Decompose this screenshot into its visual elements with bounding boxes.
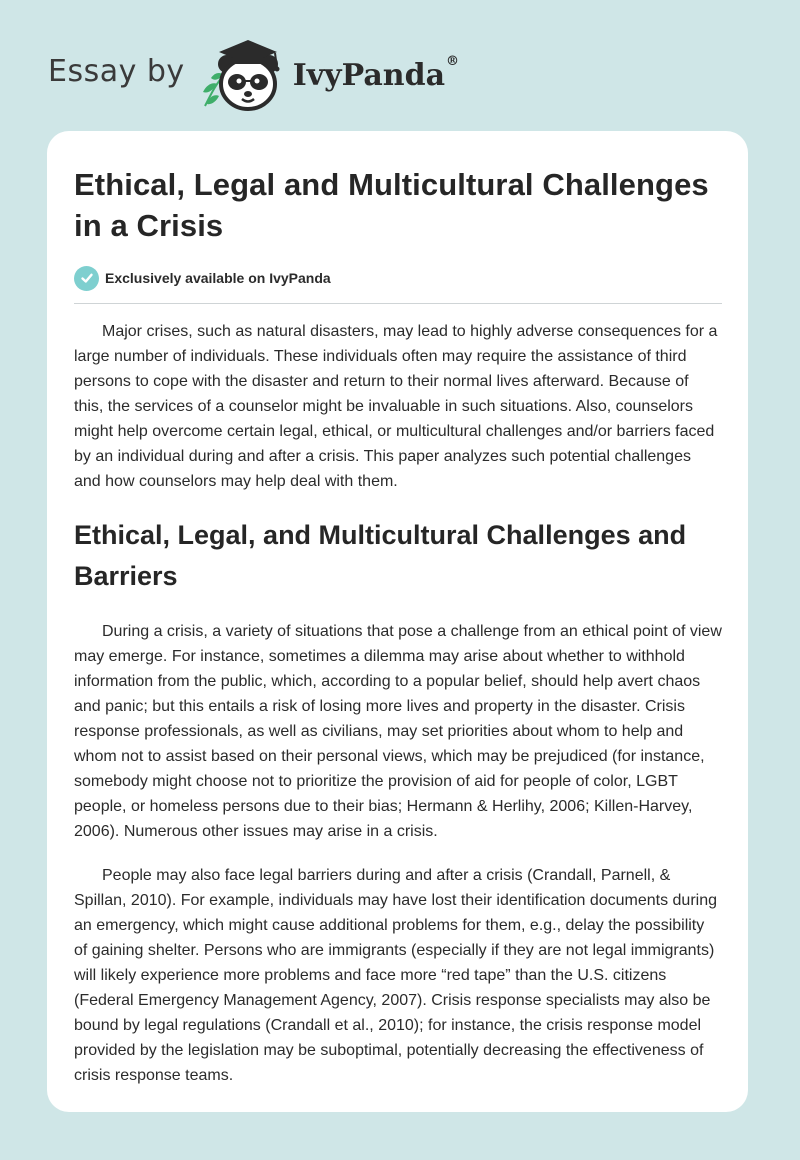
brand-text: IvyPanda (292, 57, 446, 93)
registered-mark: ® (446, 53, 460, 69)
essay-by-label: Essay by (48, 53, 185, 89)
site-header (48, 34, 459, 114)
panda-logo-icon[interactable] (197, 34, 289, 114)
exclusive-label: Exclusively available on IvyPanda (105, 270, 331, 286)
checkmark-icon (74, 266, 99, 291)
brand-name[interactable] (292, 53, 460, 93)
paragraph-gap (74, 844, 722, 863)
essay-card (47, 131, 748, 1112)
body-paragraph-ethical: During a crisis, a variety of situations that pose a challenge from an ethical point of view may emerge. For instance, sometimes a dilemma may arise about whether to withhold information from the public, which, according to a popular belief, should help avert chaos and panic; but this entails a risk of losing more lives and property in the disaster. Crisis response professionals, as well as civilians, may set priorities about whom to help and whom not to assist based on their personal views, which may be prejudiced (for instance, somebody might choose not to prioritize the provision of aid for people of color, LGBT people, or homeless persons due to their bias; Hermann & Herlihy, 2006; Killen-Harvey, 2006). Numerous other issues may arise in a crisis. (74, 623, 722, 840)
essay-title: Ethical, Legal and Multicultural Challenges in a Crisis (74, 167, 709, 243)
section-heading: Ethical, Legal, and Multicultural Challenges and Barriers (74, 520, 687, 591)
divider (74, 303, 722, 304)
exclusive-badge (74, 263, 722, 293)
body-paragraph-legal: People may also face legal barriers during and after a crisis (Crandall, Parnell, & Spillan, 2010). For example, individuals may have lost their identification documents during an emergency, which might cause additional problems for them, e.g., delay the possibility of gaining shelter. Persons who are immigrants (especially if they are not legal immigrants) will likely experience more problems and face more “red tape” than the U.S. citizens (Federal Emergency Management Agency, 2007). Crisis response specialists may also be bound by legal regulations (Crandall et al., 2010); for instance, the crisis response model provided by the legislation may be suboptimal, potentially decreasing the effectiveness of crisis response teams. (74, 867, 718, 1084)
intro-paragraph: Major crises, such as natural disasters, may lead to highly adverse consequences for a large number of individuals. These individuals often may require the assistance of third persons to cope with the disaster and return to their normal lives afterward. Because of this, the services of a counselor might be invaluable in such situations. Also, counselors might help overcome certain legal, ethical, or multicultural challenges and/or barriers faced by an individual during and after a crisis. This paper analyzes such potential challenges and how counselors may help deal with them. (74, 323, 718, 490)
